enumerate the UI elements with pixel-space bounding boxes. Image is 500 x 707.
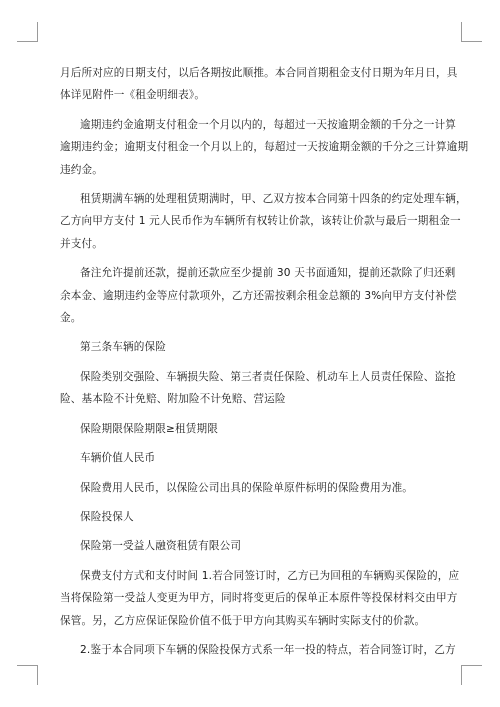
text-line: 2.鉴于本合同项下车辆的保险投保方式系一年一投的特点，若合同签订时，乙方 bbox=[80, 643, 456, 656]
document-paragraph bbox=[60, 336, 445, 358]
paragraph-spacer bbox=[60, 499, 445, 506]
paragraph-spacer bbox=[60, 558, 445, 565]
crop-mark-top-left-vertical bbox=[37, 22, 38, 42]
text-line: 第三条车辆的保险 bbox=[80, 341, 166, 354]
text-line: 保费支付方式和支付时间 1.若合同签订时，乙方已为回租的车辆购买保险的，应 bbox=[80, 569, 460, 582]
text-line: 违约金。 bbox=[60, 163, 103, 176]
text-line: 备注允许提前还款，提前还款应至少提前 30 天书面通知，提前还款除了归还剩 bbox=[80, 267, 456, 280]
text-line: 保险期限保险期限≥租赁期限 bbox=[80, 422, 218, 435]
crop-mark-bottom-right-vertical bbox=[461, 665, 462, 685]
paragraph-spacer bbox=[60, 411, 445, 418]
document-paragraph bbox=[60, 418, 445, 440]
text-line: 乙方向甲方支付 1 元人民币作为车辆所有权转让价款，该转让价款与最后一期租金一 bbox=[60, 215, 461, 228]
text-line: 并支付。 bbox=[60, 237, 103, 250]
document-paragraph bbox=[60, 188, 467, 255]
document-paragraph bbox=[60, 447, 445, 469]
crop-mark-top-right-vertical bbox=[461, 22, 462, 42]
text-line: 逾期违约金；逾期支付租金一个月以上的，每超过一天按逾期金额的千分之三计算逾期 bbox=[60, 141, 469, 154]
paragraph-spacer bbox=[60, 255, 445, 262]
text-line: 逾期违约金逾期支付租金一个月以内的，每超过一天按逾期金额的千分之一计算 bbox=[80, 118, 457, 131]
paragraph-spacer bbox=[60, 470, 445, 477]
crop-mark-bottom-right-horizontal bbox=[461, 665, 482, 666]
text-line: 当将保险第一受益人变更为甲方，同时将变更后的保单正本原件等投保材料交由甲方 bbox=[60, 592, 458, 605]
text-line: 月后所对应的日期支付，以后各期按此顺推。本合同首期租金支付日期为年月日，具 bbox=[60, 67, 458, 79]
document-paragraph bbox=[60, 535, 445, 557]
document-paragraph bbox=[60, 114, 469, 181]
document-paragraph bbox=[60, 262, 457, 329]
text-line: 金。 bbox=[60, 312, 82, 325]
paragraph-spacer bbox=[60, 329, 445, 336]
crop-mark-bottom-left-vertical bbox=[37, 665, 38, 685]
paragraph-spacer bbox=[60, 181, 445, 188]
document-paragraph bbox=[60, 477, 445, 499]
text-line: 租赁期满车辆的处理租赁期满时，甲、乙双方按本合同第十四条的约定处理车辆， bbox=[80, 193, 467, 206]
text-line: 车辆价值人民币 bbox=[80, 452, 156, 465]
document-paragraph bbox=[60, 639, 456, 661]
text-line: 险、基本险不计免赔、附加险不计免赔、营运险 bbox=[60, 393, 286, 406]
paragraph-spacer bbox=[60, 107, 445, 114]
document-body bbox=[60, 62, 469, 661]
crop-mark-bottom-left-horizontal bbox=[17, 665, 38, 666]
text-line: 保险投保人 bbox=[80, 510, 134, 523]
text-line: 保险类别交强险、车辆损失险、第三者责任保险、机动车上人员责任保险、盗抢 bbox=[80, 370, 457, 383]
text-line: 保管。另，乙方应保证保险价值不低于甲方向其购买车辆时实际支付的价款。 bbox=[60, 614, 426, 627]
document-paragraph bbox=[60, 62, 458, 107]
document-paragraph bbox=[60, 366, 457, 411]
text-line: 余本金、逾期违约金等应付款项外，乙方还需按剩余租金总额的 3%向甲方支付补偿 bbox=[60, 289, 457, 302]
document-paragraph bbox=[60, 565, 460, 632]
paragraph-spacer bbox=[60, 440, 445, 447]
crop-mark-top-left-horizontal bbox=[17, 41, 38, 42]
text-line: 保险第一受益人融资租赁有限公司 bbox=[80, 540, 242, 553]
text-line: 体详见附件一《租金明细表》。 bbox=[60, 89, 206, 102]
document-paragraph bbox=[60, 506, 445, 528]
crop-mark-top-right-horizontal bbox=[461, 41, 482, 42]
paragraph-spacer bbox=[60, 632, 445, 639]
text-line: 保险费用人民币，以保险公司出具的保险单原件标明的保险费用为准。 bbox=[80, 481, 414, 494]
paragraph-spacer bbox=[60, 528, 445, 535]
paragraph-spacer bbox=[60, 359, 445, 366]
